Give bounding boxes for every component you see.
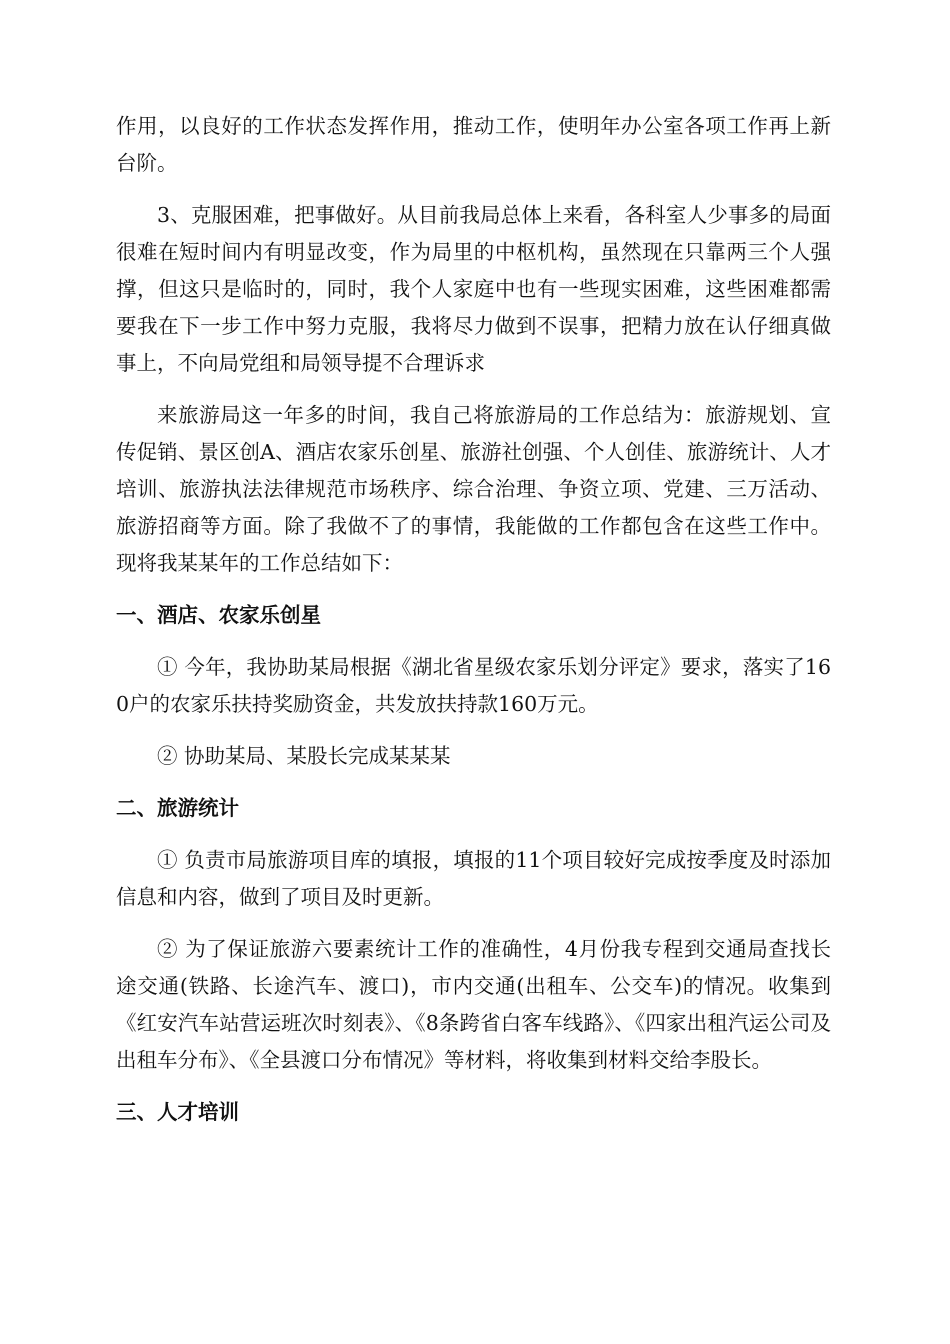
paragraph-work-summary-intro: 来旅游局这一年多的时间，我自己将旅游局的工作总结为：旅游规划、宣传促销、景区创A、酒店农家乐创星、旅游社创强、个人创佳、旅游统计、人才培训、旅游执法法律规范市场秩序、综合治理、争资立项、党建、三万活动、旅游招商等方面。除了我做不了的事情，我能做的工作都包含在这些工作中。现将我某某年的工作总结如下： xyxy=(116,403,831,575)
document-page xyxy=(116,108,831,1131)
section-heading-talent-training: 三、人才培训 xyxy=(116,1100,239,1124)
section-heading-tourism-statistics: 二、旅游统计 xyxy=(116,796,239,820)
section2-item-1: ① 负责市局旅游项目库的填报，填报的11个项目较好完成按季度及时添加信息和内容，做到了项目及时更新。 xyxy=(116,848,831,909)
paragraph-continuation: 作用，以良好的工作状态发挥作用，推动工作，使明年办公室各项工作再上新台阶。 xyxy=(116,114,831,175)
section-heading-hotel-farmstay: 一、酒店、农家乐创星 xyxy=(116,603,321,627)
section1-item-2: ② 协助某局、某股长完成某某某 xyxy=(157,744,451,768)
section2-item-2: ② 为了保证旅游六要素统计工作的准确性，4月份我专程到交通局查找长途交通(铁路、长途汽车、渡口)，市内交通(出租车、公交车)的情况。收集到《红安汽车站营运班次时刻表》、《8条跨省白客车线路》、《四家出租汽运公司及出租车分布》、《全县渡口分布情况》等材料，将收集到材料交给李股长。 xyxy=(116,937,831,1072)
paragraph-overcome-difficulties: 3、克服困难，把事做好。从目前我局总体上来看，各科室人少事多的局面很难在短时间内有明显改变，作为局里的中枢机构，虽然现在只靠两三个人强撑，但这只是临时的，同时，我个人家庭中也有一些现实困难，这些困难都需要我在下一步工作中努力克服，我将尽力做到不误事，把精力放在认仔细真做事上，不向局党组和局领导提不合理诉求 xyxy=(116,203,831,375)
section1-item-1: ① 今年，我协助某局根据《湖北省星级农家乐划分评定》要求，落实了160户的农家乐扶持奖励资金，共发放扶持款160万元。 xyxy=(116,655,831,716)
